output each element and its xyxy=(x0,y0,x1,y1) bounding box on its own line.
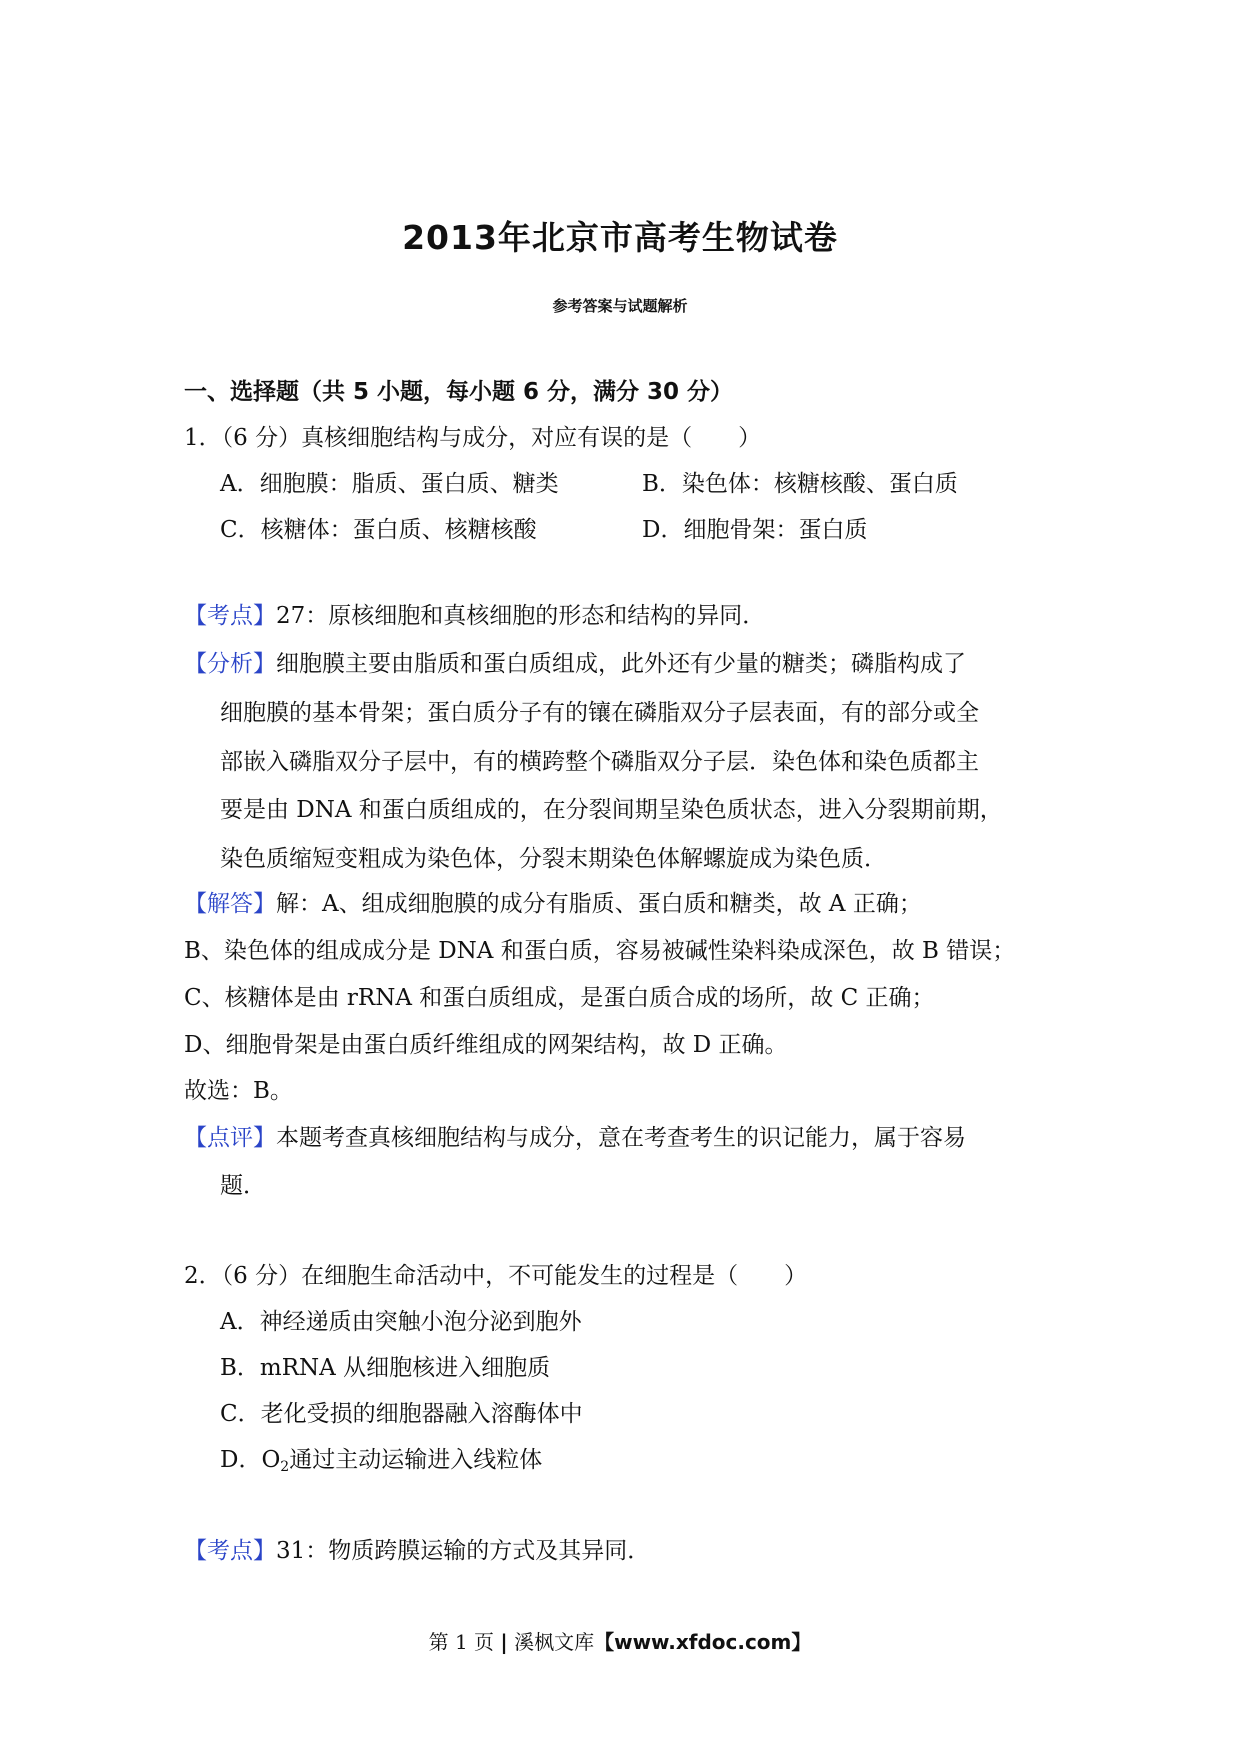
footer-site-url[interactable]: 【www.xfdoc.com】 xyxy=(594,1630,812,1654)
question-2-kaodian xyxy=(184,1535,650,1567)
question-1-fenxi-line-3: 部嵌入磷脂双分子层中，有的横跨整个磷脂双分子层．染色体和染色质都主 xyxy=(220,749,979,775)
question-1-option-a: A．细胞膜：脂质、蛋白质、糖类 xyxy=(220,471,559,497)
jieda-tag: 【解答】 xyxy=(184,891,276,917)
question-1-dianping-line-2: 题． xyxy=(220,1173,266,1199)
option-d-suffix: 通过主动运输进入线粒体 xyxy=(289,1447,543,1473)
question-1-option-b: B．染色体：核糖核酸、蛋白质 xyxy=(642,471,958,497)
jieda-text: 解：A、组成细胞膜的成分有脂质、蛋白质和糖类，故 A 正确； xyxy=(276,891,922,917)
dianping-tag: 【点评】 xyxy=(184,1125,276,1151)
kaodian-text: 31：物质跨膜运输的方式及其异同． xyxy=(276,1538,651,1564)
question-2-stem: 2．（6 分）在细胞生命活动中，不可能发生的过程是（ ） xyxy=(184,1263,808,1289)
question-1-jieda-line-3: C、核糖体是由 rRNA 和蛋白质组成，是蛋白质合成的场所，故 C 正确； xyxy=(184,985,935,1011)
fenxi-tag: 【分析】 xyxy=(184,651,276,677)
question-1-jieda-line-5: 故选：B。 xyxy=(184,1078,293,1104)
page-subtitle: 参考答案与试题解析 xyxy=(552,297,688,315)
kaodian-tag: 【考点】 xyxy=(184,603,276,629)
question-2-option-c: C．老化受损的细胞器融入溶酶体中 xyxy=(220,1401,583,1427)
page-title: 2013年北京市高考生物试卷 xyxy=(402,218,838,257)
question-1-jieda-line-1 xyxy=(184,888,922,920)
question-2-option-a: A．神经递质由突触小泡分泌到胞外 xyxy=(220,1309,582,1335)
question-1-kaodian xyxy=(184,600,765,632)
question-1-fenxi-line-5: 染色质缩短变粗成为染色体，分裂末期染色体解螺旋成为染色质． xyxy=(220,846,887,872)
question-1-fenxi-line-2: 细胞膜的基本骨架；蛋白质分子有的镶在磷脂双分子层表面，有的部分或全 xyxy=(220,700,979,726)
question-2-option-d xyxy=(220,1444,542,1476)
kaodian-tag: 【考点】 xyxy=(184,1538,276,1564)
question-1-option-c: C．核糖体：蛋白质、核糖核酸 xyxy=(220,517,537,543)
question-1-fenxi-line-1 xyxy=(184,648,966,680)
fenxi-text: 细胞膜主要由脂质和蛋白质组成，此外还有少量的糖类；磷脂构成了 xyxy=(276,651,966,677)
question-1-dianping-line-1 xyxy=(184,1122,966,1154)
question-1-jieda-line-2: B、染色体的组成成分是 DNA 和蛋白质，容易被碱性染料染成深色，故 B 错误； xyxy=(184,938,1016,964)
question-1-jieda-line-4: D、细胞骨架是由蛋白质纤维组成的网架结构，故 D 正确。 xyxy=(184,1032,788,1058)
footer-separator: | xyxy=(500,1630,508,1654)
page-footer xyxy=(0,1628,1240,1656)
option-d-prefix: D．O xyxy=(220,1447,281,1473)
option-d-subscript: 2 xyxy=(280,1459,290,1475)
section-heading: 一、选择题（共 5 小题，每小题 6 分，满分 30 分） xyxy=(184,379,734,405)
question-1-fenxi-line-4: 要是由 DNA 和蛋白质组成的，在分裂间期呈染色质状态，进入分裂期前期， xyxy=(220,797,1003,823)
dianping-text: 本题考查真核细胞结构与成分，意在考查考生的识记能力，属于容易 xyxy=(276,1125,966,1151)
question-1-stem: 1．（6 分）真核细胞结构与成分，对应有误的是（ ） xyxy=(184,425,762,451)
question-1-option-d: D．细胞骨架：蛋白质 xyxy=(642,517,868,543)
footer-site-name: 溪枫文库 xyxy=(514,1630,595,1654)
question-2-option-b: B．mRNA 从细胞核进入细胞质 xyxy=(220,1355,551,1381)
kaodian-text: 27：原核细胞和真核细胞的形态和结构的异同． xyxy=(276,603,766,629)
page-number: 第 1 页 xyxy=(428,1630,495,1654)
